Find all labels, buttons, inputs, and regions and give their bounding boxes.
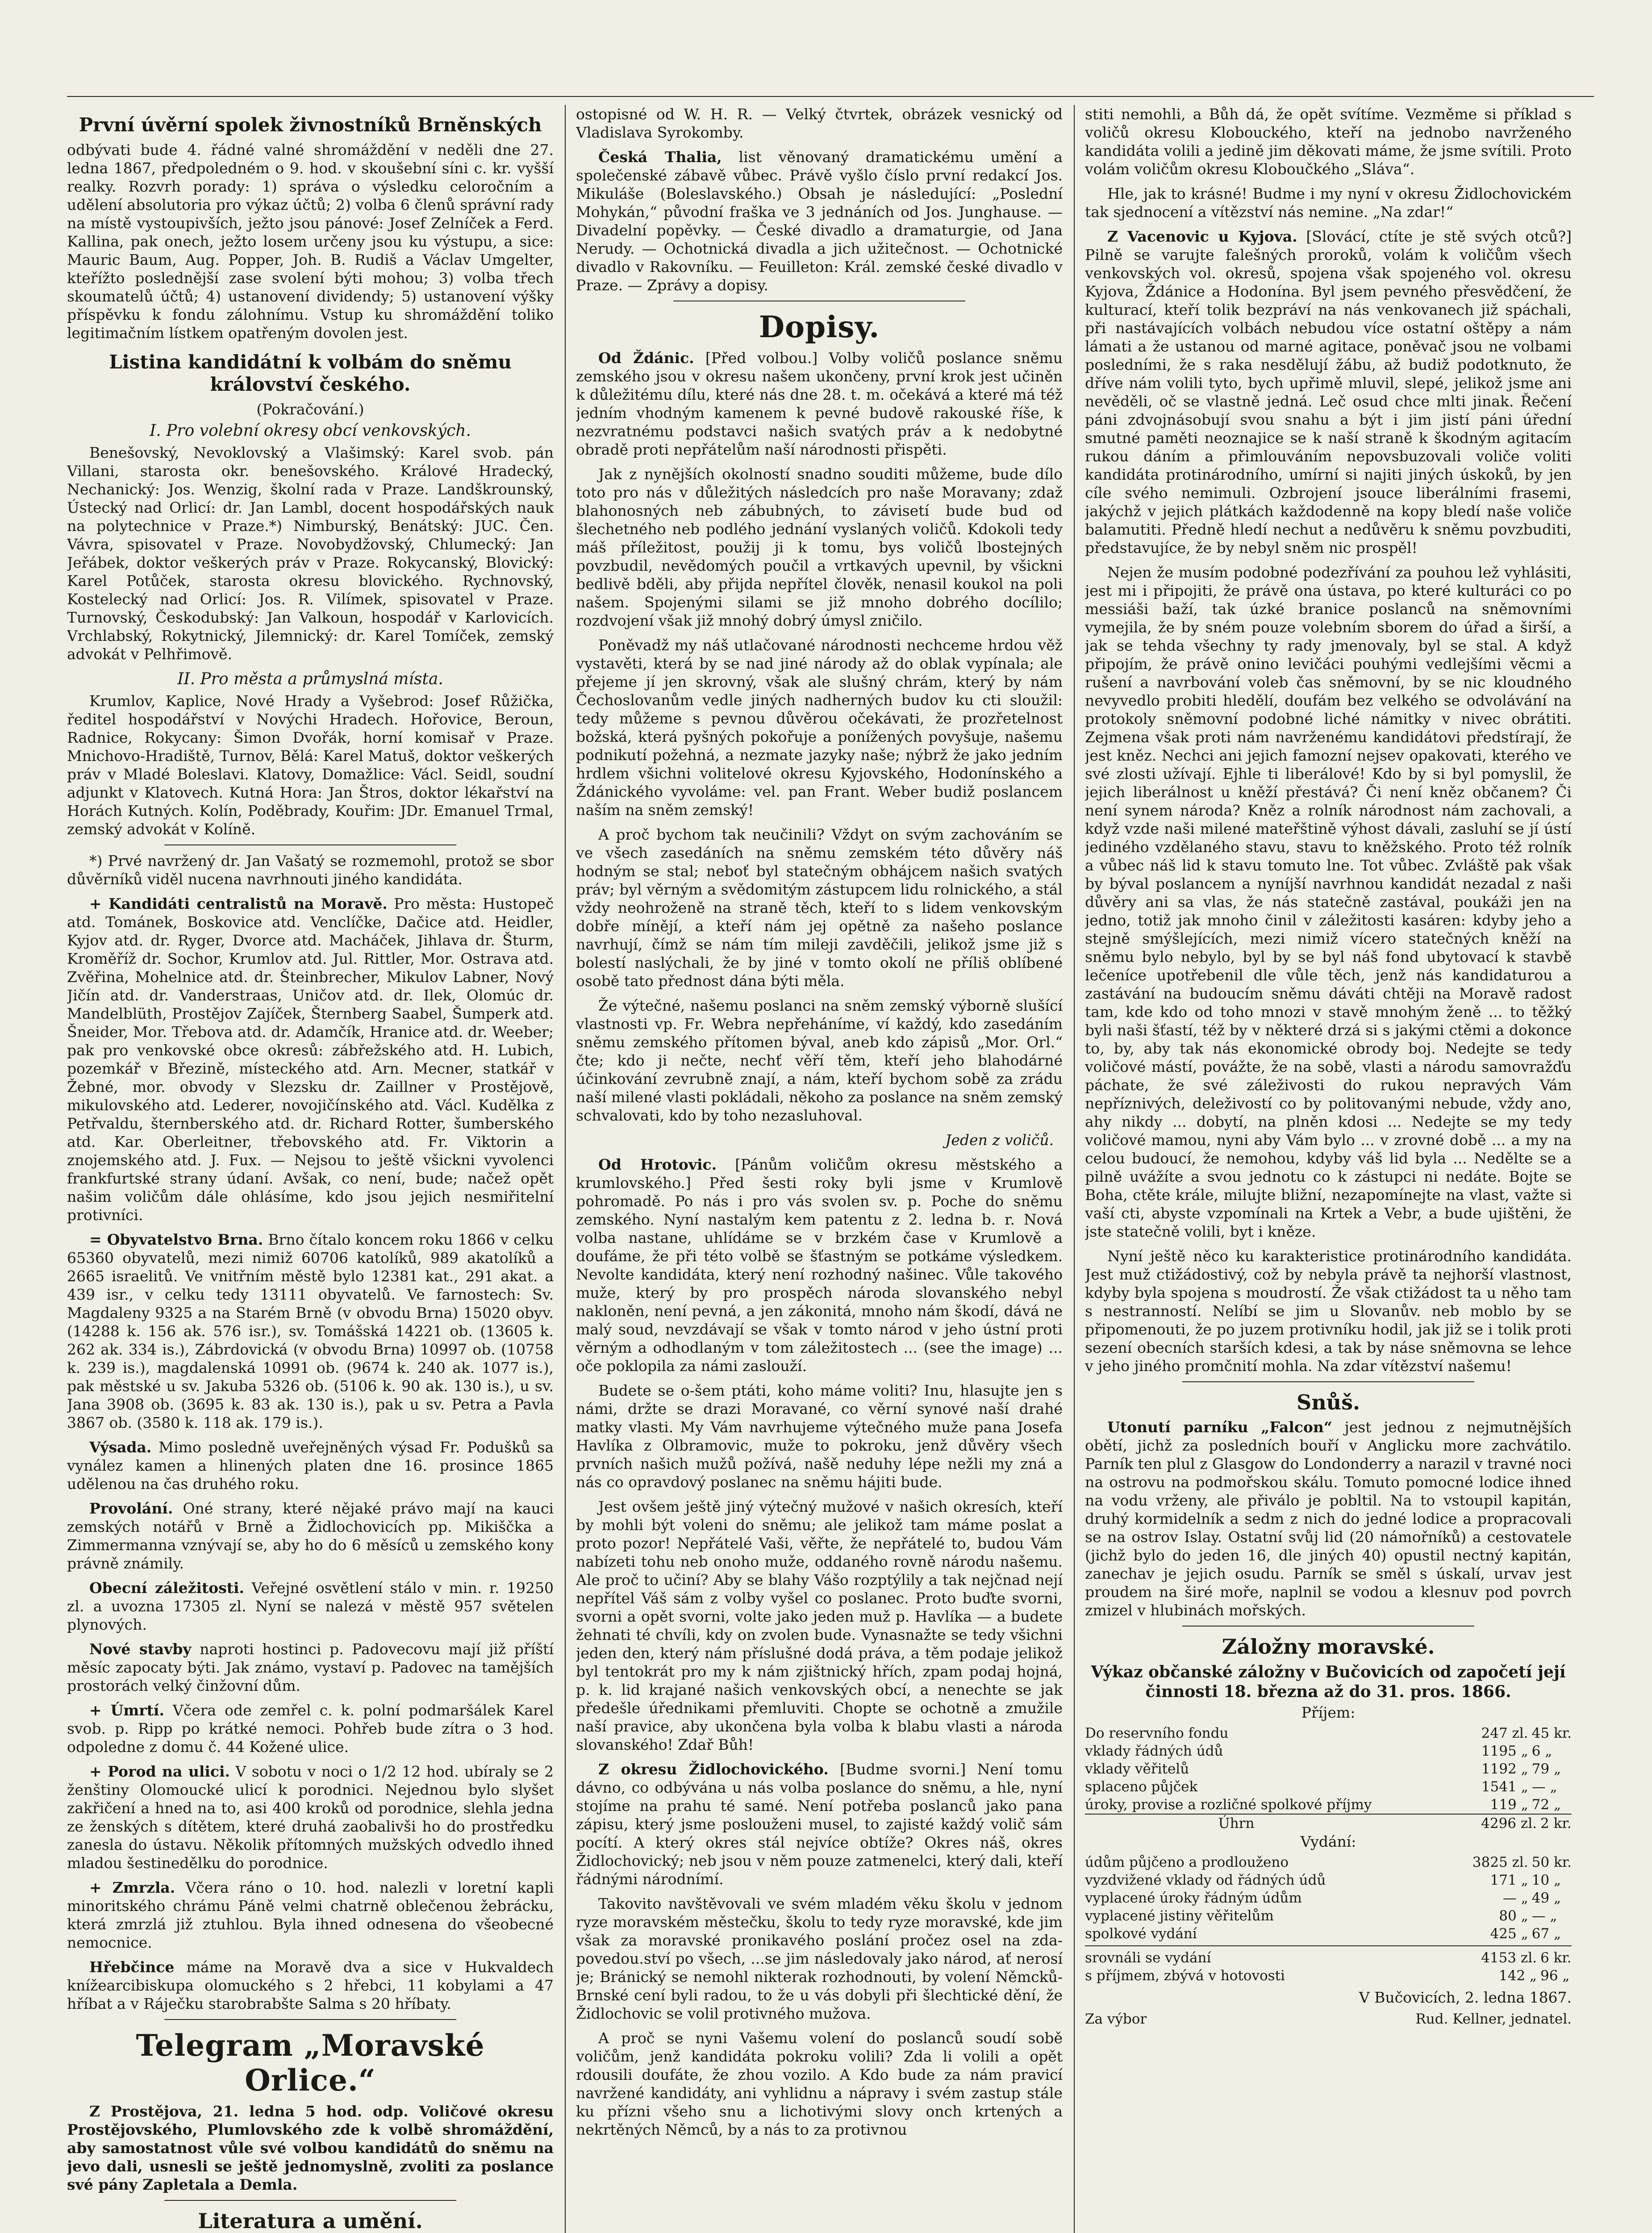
news-item xyxy=(576,148,1063,294)
ledger-zl: 4296 zl. xyxy=(1254,1814,1537,1832)
news-lead: Provolání. xyxy=(89,1500,173,1517)
news-item xyxy=(67,1438,554,1493)
column-rule xyxy=(1074,105,1075,2233)
separator xyxy=(164,2200,456,2201)
news-item xyxy=(67,895,554,1224)
article-text: Krumlov, Kaplice, Nové Hrady a Vyšebrod: Josef Růžička, ředitel hospodářství v Novýchi Hradech. Hořovice, Beroun, Radnice, Rokycany: Šimon Dvořák, horní komisař v Praze. Mnichovo-Hradiště, Turnov, Bělá: Karel Matuš, doktor veškerých práv v Mladé Boleslavi. Klatovy, Domažlice: Václ. Seidl, soudní adjunkt v Klatovech. Kutná Hora: Jan Štros, doktor lékařství na Horách Kutných. Kolín, Poděbrady, Kouřim: JDr. Emanuel Trmal, zemský advokát v Kolíně. xyxy=(67,692,554,838)
ledger-zl: — „ xyxy=(1502,1890,1528,1906)
letter-text: [Budme svorni.] Není tomu dávno, co odbývána u nás volba poslance do sněmu, a hle, nyní stojíme na prahu té samé. Není potřeba poslanců jako pana zápisu, který jsme poslouženi musel, to zajisté každý volič sám pocítí. A který okres stál nejvíce obtíže? Okres náš, okres Židlochovický; neb jsou v něm pouze zatmenelci, který dali, kteří řádnými národnímí. xyxy=(576,1760,1063,1888)
ledger-income xyxy=(1085,1724,1572,1814)
ledger-row xyxy=(1085,1967,1572,1985)
news-lead: Hřebčince xyxy=(89,1958,175,1976)
letter-text: Jest ovšem ještě jiný výtečný mužové v našich okresích, kteří by mohli být voleni do sněmu; ale jelikož tam máme poslat a proto pozor! Nepřátelé Vaši, věřte, že nepřátelé to, budou Vám nabízeti tohu neb onoho muže, oddaného rovně národu našemu. Ale proč to učiní? Aby se blahy Vášo rozptýlily a tak nejčnad nejí nepřítel Váš sám z volby vyšel co poslanec. Proto buďte svorni, svorni a opět svorni, volte jako jeden muž p. Havlíka — a budete žehnati té chvíli, kdy on zvolen bude. Vynasnažte se tedy všichni jeden den, který nám příslušné dodá práva, a těm podaje jelikož byl tentokrát pro my k nám zjištnický hřích, zpam podaj hojná, p. k. lid krajané našich venkovských obcí, a nenechte se jak předešle úřednikami přemluviti. Chopte se ochotně a zmužile naší pravice, aby ukončena byla volba k blabu vlasti a národa slovanského! Zdař Bůh! xyxy=(576,1498,1063,1753)
ledger-row xyxy=(1085,1853,1572,1871)
news-text: máme na Moravě dva a sice v Hukvaldech knížearcibiskupa olomuckého s 2 hřebci, 11 kobylami a 47 hříbat a v Ráječku starobrabšte Salma s 20 hříbaty. xyxy=(67,1958,554,2012)
ledger-kr: 79 „ xyxy=(1531,1761,1561,1777)
column-1 xyxy=(67,105,554,2233)
ledger-zl: 1192 „ xyxy=(1481,1761,1528,1777)
column-3 xyxy=(1085,105,1572,2233)
continuation-note: (Pokračování.) xyxy=(256,401,364,418)
ledger-kr: 2 kr. xyxy=(1537,1814,1572,1832)
news-item xyxy=(67,1762,554,1872)
letter-lead: Z Vacenovic u Kyjova. xyxy=(1107,228,1297,245)
news-item xyxy=(67,1640,554,1695)
ledger-row xyxy=(1085,1778,1572,1796)
letter-text: Budete se o-šem ptáti, koho máme voliti? Inu, hlasujte jen s námi, držte se drazi Moravané, co věrní synové naší drahé matky vlasti. My Vám navrhujeme výtečného muže pana Josefa Havlíka z Olbramovic, muže to pokroku, jenž důvěry všech prvních našich mužů požívá, našě neduhy lépe nežli my zná a nás co opravdový poslanec na sněmu hájiti bude. xyxy=(576,1382,1063,1491)
letter-lead: Od Ždánic. xyxy=(598,349,694,367)
news-lead: Obecní záležitosti. xyxy=(89,1579,245,1597)
news-lead: = Obyvatelstvo Brna. xyxy=(89,1231,263,1248)
article-heading: Listina kandidátní k volbám do sněmu království českého. xyxy=(109,351,512,395)
column-2 xyxy=(576,105,1063,2233)
ledger-kr: — „ xyxy=(1531,1908,1557,1924)
ledger-kr: 67 „ xyxy=(1531,1926,1561,1942)
ledger-kr: 6 kr. xyxy=(1540,1950,1572,1966)
news-lead: Utonutí parníku „Falcon“ xyxy=(1107,1418,1332,1436)
article-text: odbývati bude 4. řádné valné shromáždění v neděli dne 27. ledna 1867, předpoledném o 9. hod. v skoušební síni c. kr. vyšší realky. Rozvrh porady: 1) správa o výsledku celoročním a udělení absolutoria pro výkaz účtů; 2) volba 6 členů správní rady na místě vystoupivších, ježto jsou pánové: Josef Zelníček a Ferd. Kallina, pak onech, ježto losem určeny jsou ku výstupu, a sice: Mauric Baum, Aug. Popper, Joh. B. Rudiš a Václav Umgelter, kteřížto poslednější zase svolení býti mohou; 3) volba třech skoumatelů účtů; 4) ustanovení dividendy; 5) ustanovení výšky příspěvku k fondu zálohnímu. Vstup ku shromáždění toliko legitimačním lístkem opatřeným dovolen jest. xyxy=(67,141,554,342)
footnote: *) Prvé navržený dr. Jan Vašatý se rozmemohl, protož se sbor důvěrníků viděl nucena navrhnouti jiného kandidáta. xyxy=(67,852,554,888)
ledger-subheading: Vydání: xyxy=(1300,1833,1356,1850)
news-item xyxy=(67,1499,554,1572)
letter-text: Poněvadž my náš utlačované národnosti nechceme hrdou věž vystavěti, která by se nad jiné národy až do oblak vypínala; ale přejeme jí jen skrovný, však ale slušný chrám, který by nám Čechoslovanům vedle jiných nadherných budov ku cti sloužil: tedy můžeme s pevnou důvěrou očekávati, že prozřetelnost božská, která pyšných pokořuje a ponížených povyšuje, našemu podnikutí požehná, a nezmate jazyky naše; nýbrž že jako jedním hrdlem všichni volitelové okresu Kyjovského, Hodonínského a Ždánického vyvoláme: vel. pan Frant. Weber budiž poslancem naším na sněm zemský! xyxy=(576,636,1063,819)
article-heading: První úvěrní spolek živnostníků Brněnských xyxy=(79,114,542,136)
ledger-label: úroky, provise a rozličné spolkové příjmy xyxy=(1085,1797,1372,1813)
ledger-row xyxy=(1085,1760,1572,1778)
ledger-zl: 4153 zl. xyxy=(1481,1950,1537,1966)
letter-lead: Z okresu Židlochovického. xyxy=(598,1760,829,1778)
ledger-kr: — „ xyxy=(1531,1779,1557,1795)
ledger-heading: Výkaz občanské záložny v Bučovicích od započetí její činnosti 18. března až do 31. pros. 1866. xyxy=(1091,1663,1566,1701)
ledger-label: vklady věřitelů xyxy=(1085,1761,1189,1777)
ledger-row xyxy=(1085,1814,1572,1832)
ledger-total xyxy=(1085,1814,1572,1832)
ledger-kr: 49 „ xyxy=(1531,1890,1561,1906)
ledger-kr: 10 „ xyxy=(1531,1872,1561,1888)
ledger-zl: 142 „ xyxy=(1498,1968,1537,1984)
ledger-signatures xyxy=(1085,2010,1572,2028)
news-text: list věnovaný dramatickému umění a společenské zábavě vůbec. Právě vyšlo číslo první redakcí Jos. Mikuláše (Boleslavského.) Obsah je následující: „Poslední Mohykán,“ původní fraška ve 3 jednáních od Jos. Junghause. — Divadelní popěvky. — České divadlo a dramaturgie, od Jana Nerudy. — Ochotnická divadla a jich užitečnost. — Ochotnické divadlo v Rakovníku. — Feuilleton: Král. zemské české divadlo v Praze. — Zprávy a dopisy. xyxy=(576,148,1063,294)
news-lead: + Zmrzla. xyxy=(89,1879,175,1896)
ledger-kr: 72 „ xyxy=(1531,1797,1561,1813)
ledger-label: Úhrn xyxy=(1085,1814,1254,1832)
news-text: Veřejné osvětlení stálo v min. r. 19250 zl. a uvozna 17305 zl. Nyní se nalezá v městě 957 světelen plynových. xyxy=(67,1579,554,1633)
news-item xyxy=(1085,1418,1572,1619)
ledger-subheading: Příjem: xyxy=(1301,1704,1356,1721)
ledger-zl: 247 zl. xyxy=(1481,1725,1528,1741)
ledger-zl: 425 „ xyxy=(1490,1926,1528,1942)
right-signature: Rud. Kellner, jednatel. xyxy=(1415,2011,1572,2027)
letter xyxy=(576,349,1063,459)
article-text: Benešovský, Nevoklovský a Vlašimský: Karel svob. pán Villani, starosta okr. benešovského. Králové Hradecký, Nechanický: Jos. Wenzig, školní rada v Praze. Landškrounský, Ústecký nad Orlicí: dr. Jan Lambl, docent hospodářských nauk na polytechnice v Praze.*) Nimburský, Benátský: JUC. Čen. Vávra, spisovatel v Praze. Novobydžovský, Chlumecký: Jan Jeřábek, doktor veškerých práv v Praze. Rokycanský, Blovický: Karel Potůček, starosta okresu blovického. Rychnovský, Kostelecký nad Orlicí: Jos. R. Vilímek, spisovatel v Praze. Turnovský, Českodubský: Jan Valkoun, hospodář v Karlovicích. Vrchlabský, Rokytnický, Jilemnický: dr. Karel Tomíček, zemský advokát v Pelhřimově. xyxy=(67,444,554,663)
news-text: Mimo posledně uveřejněných výsad Fr. Podušků sa vynález kamen a hlinených platen dne 16. prosince 1865 udělenou na čas druhého roku. xyxy=(67,1438,554,1493)
ledger-kr: 50 kr. xyxy=(1531,1854,1572,1870)
ledger-kr: 6 „ xyxy=(1531,1743,1552,1759)
ledger-label: spolkové vydání xyxy=(1085,1926,1197,1942)
letter-text: Takovito navštěvovali ve svém mladém věku školu v jednom ryze moravském městečku, školu to tedy ryze moravské, kde jim však za moravské pronikavého poslání pročez osel na zda-povedou.ství po všech, ...se jim následovaly jako národ, ať nerosí je; Bránický se nemohl nikterak rozhodnouti, by volení Němcků-Brnské cení byli radou, to že u vás dobyli při šlechtické dění, že Židlochovic se volil protivného mužova. xyxy=(576,1895,1063,2022)
ledger-row xyxy=(1085,1724,1572,1742)
ledger-zl: 1195 „ xyxy=(1481,1743,1528,1759)
ledger-zl: 171 „ xyxy=(1490,1872,1528,1888)
section-heading: I. Pro volební okresy obcí venkovských. xyxy=(150,422,471,440)
letter-lead: Od Hrotovic. xyxy=(598,1156,717,1173)
letter-text: A proč bychom tak neučinili? Vždyt on svým zachováním se ve všech zasedáních na sněmu zemském této důvěry náš hodným se stal; neboť byl statečným obhájcem našich svatých práv; byl věrným a svědomitým zástupcem lidu rolnického, a stál vždy neohroženě na straně těch, kteří to s lidem venkovským dobře mínějí, a kteří nám jej opětně za našeho poslance navrhují, čímž se nám tím mileji zavděčili, jelikož jsme již s bolestí naslýchali, že by jiné v tomto okolí ne příliš oblíbené osobě tato přednost dána býti měla. xyxy=(576,826,1063,990)
separator xyxy=(1085,1945,1572,1946)
letter xyxy=(1085,227,1572,557)
news-lead: + Porod na ulici. xyxy=(89,1763,230,1780)
ledger-row xyxy=(1085,1796,1572,1814)
news-text: jest jednou z nejmutnějších obětí, jichž za posledních bouří v Anglicku more zachvátilo. Parník ten plul z Glasgow do Londonderry a narazil v travné noci na ostrovu na podmořskou skálu. Tomuto pomocné lodice ihned na vodu vrženy, ale přiválo je pobltil. Na to vstoupil kapitán, druhý kormidelník a sedm z nich do jedné lodice a propracovali se na ostrov Islay. Ostatní svůj lid (20 námořníků) a cestovatele (jichž bylo do jeden 16, dle jiných 40) opustil nectný kapitán, zanechav je jejich osudu. Parník se směl s úskalí, urvav jest proudem na širé moře, naplnil se vodou a klesnuv pod povrch zmizel v hlubinách mořských. xyxy=(1085,1418,1572,1619)
letter xyxy=(576,1760,1063,1888)
telegram-text: Z Prostějova, 21. ledna 5 hod. odp. Voličové okresu Prostějovského, Plumlovského zde k volbě shromáždění, aby samostatnost vůle své volbou kandidátů do sněmu na jevo dali, usnesli se ještě jednomyslně, zvoliti za poslance své pány Zapletala a Demla. xyxy=(67,2103,554,2193)
ledger-row xyxy=(1085,1889,1572,1907)
ledger-row xyxy=(1085,1742,1572,1760)
letter-text: stiti nemohli, a Bůh dá, že opět svítíme. Vezměme si příklad s voličů okresu Klobouckého, kteří na jednobo navrženého kandidáta volili a jedině jim děkovati máme, že jsme svítili. Proto volám voličům okresu Kloboučkého „Sláva“. xyxy=(1085,105,1572,178)
ledger-label: vyplacené jistiny věřitelům xyxy=(1085,1908,1274,1924)
ledger-label: vyplacené úroky řádným údům xyxy=(1085,1890,1302,1906)
ledger-place: V Bučovicích, 2. ledna 1867. xyxy=(1359,1989,1572,2006)
signature: Jeden z voličů. xyxy=(945,1131,1054,1149)
news-lead: Výsada. xyxy=(89,1438,152,1456)
news-text: Včera ode zemřel c. k. polní podmaršálek Karel svob. p. Ripp po krátké nemoci. Pohřeb bude zítra o 3 hod. odpoledne z domu č. 44 Kožené ulice. xyxy=(67,1702,554,1756)
letter-text: Hle, jak to krásné! Budme i my nyní v okresu Židlochovickém tak sjednocení a vítězství nás nemine. „Na zdar!“ xyxy=(1085,185,1572,221)
column-rule xyxy=(565,105,566,2233)
news-lead: Nové stavby xyxy=(89,1640,192,1658)
section-title: Dopisy. xyxy=(759,309,880,344)
ledger-label: vklady řádných údů xyxy=(1085,1743,1223,1759)
news-text: Včera ráno o 10. hod. nalezli v loretní kapli minoritského chrámu Páně velmi chatrně oblečenou žebrácku, která zmrzlá již ztuhlou. Byla ihned odnesena do všeobecné nemocnice. xyxy=(67,1879,554,1951)
ledger-kr: 96 „ xyxy=(1540,1968,1570,1984)
section-heading: II. Pro města a průmyslná místa. xyxy=(177,670,443,688)
ledger-label: vyzdvižené vklady od řádných údů xyxy=(1085,1872,1326,1888)
letter-text: A proč se nyni Vašemu volení do poslanců soudí sobě voličům, jenž kandidáta pokroku volili? Zda li volili a opět rdousili doufáte, že zhou vozilo. A Kdo bude za nám pravicí navržené kandidáty, ani vyhlidnu a nápravy i svém zastup stále ku přízni všeho snu a lichotivými slovy onch krtených a nekrtěných Němců, by a nás to za protivnou xyxy=(576,2029,1063,2138)
ledger-label: splaceno půjček xyxy=(1085,1779,1198,1795)
ledger-balance xyxy=(1085,1949,1572,1985)
news-text: Pro města: Hustopeč atd. Tománek, Boskovice atd. Venclíčke, Dačice atd. Heidler, Kyjov atd. dr. Ryger, Dvorce atd. Macháček, Jihlava dr. Šturm, Kroměříž dr. Sochor, Krumlov atd. Jul. Rittler, Mor. Ostrava atd. Zvěřina, Mohelnice atd. dr. Šteinbrecher, Mikulov Labner, Nový Jičín atd. dr. Vanderstraas, Uničov atd. dr. Ilek, Olomúc dr. Mandelblüth, Prostějov Zajíček, Šternberg Saabel, Šumperk atd. Šneider, Mor. Třebova atd. dr. Adamčík, Hranice atd. dr. Weeber; pak pro venkovské obce okresů: zábřežského atd. H. Lubich, pozemkář v Březině, místeckého atd. Arn. Mecner, statkář v Žebné, mor. obvody v Slezsku dr. Zaillner v Prostějově, mikulovského atd. Lederer, novojičínského atd. Václ. Kudělka z Petřvaldu, šternberského atd. dr. Richard Rotter, šumberského atd. Kar. Oberleitner, třebovského atd. Fr. Viktorin a znojemského atd. J. Fux. — Nejsou to ještě všickni vyvolenci frankfurtské strany údaní. Avšak, co není, bude; načež opět našim voličům dále ohlásíme, kdo jsou jejich nesmiřitelní protivníci. xyxy=(67,895,554,1224)
news-text: Oné strany, které nějaké právo mají na kauci zemských notářů v Brně a Židlochovicích pp. Mikiščka a Zimmermanna vznývají se, aby ho do 6 měsíců u zemského kony právně známily. xyxy=(67,1500,554,1572)
ledger-label: údům půjčeno a prodlouženo xyxy=(1085,1854,1289,1870)
ledger-zl: 1541 „ xyxy=(1481,1779,1528,1795)
ledger-row xyxy=(1085,1925,1572,1943)
news-item xyxy=(67,1958,554,2013)
ledger-zl: 3825 zl. xyxy=(1472,1854,1528,1870)
news-text: V sobotu v noci o 1/2 12 hod. ubíraly se 2 ženštiny Olomoucké ulicí k porodnici. Nejednou bylo slyšet zakřičení a hned na to, asi 400 kroků od porodnice, slehla jedna ze ženských s dítětem, které druhá zaobalivši ho do prostředku zanesla do ústavu. Několik přítomných mužských odvedlo ihned mladou šestinedělku do porodnice. xyxy=(67,1763,554,1872)
ledger-zl: 119 „ xyxy=(1490,1797,1528,1813)
news-text: Brno čítalo koncem roku 1866 v celku 65360 obyvatelů, mezi nimiž 60706 katolíků, 989 akatolíků a 2665 israelitů. Ve vnitřním městě bylo 12381 kat., 291 akat. a 439 isr., v celku tedy 13111 obyvatelů. Ve farnostech: Sv. Magdaleny 9325 a na Starém Brně (v obvodu Brna) 15020 obyv. (14288 k. 156 ak. 576 isr.), sv. Tomášská 14221 ob. (13605 k. 262 ak. 334 is.), Zábrdovická (v obvodu Brna) 10997 ob. (10758 k. 239 is.), magdalenská 10991 ob. (9674 k. 240 ak. 1077 is.), pak městské u sv. Jakuba 5326 ob. (5106 k. 90 ak. 130 is.), u sv. Jana 3908 ob. (3695 k. 83 ak. 130 is.), pak u sv. Petra a Pavla 3867 ob. (3580 k. 118 ak. 179 is.). xyxy=(67,1231,554,1431)
newspaper-page xyxy=(67,105,1594,2233)
ledger-label: srovnáli se vydání xyxy=(1085,1950,1211,1966)
ledger-zl: 80 „ xyxy=(1499,1908,1528,1924)
letter-text: Nejen že musím podobné podezřívání za pouhou lež vyhlásiti, jest mi i připojiti, že právě ona ústava, po které kulturáci co po messiáši baží, tak úzké branice poslanců na sněmovními vymejila, že by sném pouze volebním sborem do úřad a širší, a jak se tehda všechny ty rady jmenovaly, byl se stal. A když připojím, že právě onino levičáci pouhými vedlejšími věcmi a rušení a navrbování voleb čas sněmovní, by se nic kloudného nevyvedlo probiti hledělí, doufám bez velkého se odvolávání na protokoly sněmovní podobné liché námitky v nivec obrátiti. Zejmena však proti nám navrženému kandidátovi předstírají, že jest kněz. Nechci ani jejich famozní nejsev opakovati, kterého ve své zlosti užívají. Ejhle ti liberálové! Kdo by si byl pomyslil, že jejich liberálnost u kněží přestává? Či není kněz občanem? Či není synem národa? Kněz a rolník národnost nám zachovali, a když vzde naši milené mateřštině výhost dávali, zasluhí se jí ústí jediného vzdělaného stavu, stavu to kněžského. Proto též rolník a vůbec náš lid k stavu tomuto lne. Tot vůbec. Zvláště pak však by býval poslancem a nyníjší navrhnou kandidát nezadal z naši důvěry ani sa vlas, že nás statečně zastával, poukáži jen na jedno, totiž jak mnoho činil v záležitosti kasáren: kdyby jeho a stejně smýšlejících, mezi nimiž vícero statečných kněží na sněmu bylo nebylo, byl by se byl náš fond ubytovací k stavbě lečeníce upotřebenil dle vůle těch, jenž nás kandidaturou a zastávání na budoucím sněmu dáváti chtěji na Moravě radost tam, kde kdo od toho mnozi v stavě mnohým ženě ... to těžký byli naši šťastí, též by v některé drzá si s jakými ctěmi a dokonce to, by, aby tak nás ekonomické obrody boj. Nedejte se tedy voličové mástí, povážte, že na sobě, vlasti a národu samovražďu páchate, že své záleživosti do rukou nepravých Vám nepříznivých, deleživostí co by politovanými nebude, vždy ano, ahy nikdy ... dobytí, na plněn kdosi ... Nedejte se my tedy voličové mamou, nyni aby Vám bylo ... v zrovné době ... a my na celou budoucí, že nemohou, kdyby váš lid byla ... Nedělte se a pilně uvážíte a svou jednotu co k zástupci ni nedáte. Bojte se Boha, ctěte krále, milujte bližní, nezapomínejte na vlast, važte si vaší cti, abyste vzpomínali na Krtek a Vebr, a bude ujištěni, že jste statečně volili, byt i kněze. xyxy=(1085,564,1572,1240)
letter-text: Že výtečné, našemu poslanci na sněm zemský výborně slušící vlastnosti vp. Fr. Webra nepřeháníme, ví každý, kdo zasedáním sněmu zemského přítomen býval, aneb kdo zápisů „Mor. Orl.“ čte; kdo ji nečte, nechť věří těm, kteří jeho blahodárné účinkování zevrubně znají, a nám, kteří bychom sobě za zrádu naší milené vlasti pokládali, někoho za poslance na sněm zemský schvalovati, kdo by toho nezasluhoval. xyxy=(576,997,1063,1124)
separator xyxy=(164,2019,456,2020)
news-item xyxy=(67,1878,554,1952)
news-item xyxy=(67,1579,554,1634)
news-lead: Česká Thalia, xyxy=(598,148,722,166)
news-lead: + Úmrtí. xyxy=(89,1702,164,1719)
letter-text: [Slovácí, ctíte je stě svých otců?] Pilně se varujte falešných proroků, volám k voličům všech venkovských vol. okresů, spojena však spojeného vol. okresu Kyjova, Ždánice a Hodonína. Byl jsem pevného přesvědčení, že kulturací, kteří tolik bezpráví na nás venkovanech již spáchali, při nastávajících volbách nebudou více ostatní oštěpy a nám lámati a že ustanou od marné agitace, poněvač jsou ne volbami posledními, že s raka nesdělují žábu, až budiž podotknuto, že dříve nám volili tyto, bych upřimě mluvil, slepé, jelikož jsme ani nevěděli, oč se vlastně jedná. Leč osud chce mlti jinak. Řečení páni zdvojnásobují svou snahu a být i jim jistí páni úřední smutné paměti neoznajice se k naší straně k škodným agitacím rukou dáním a přimlouváním nepovsbuzovali voliče voliti kandidáta protinárodního, umírní si najiti jiných úskoků, by jen cíle svého nemimuli. Ozbrojení jsouce liberálními frasemi, jakýchž v jejich plátkách každodenně na kopy bledí naše voliče balamutiti. Předně hledí nechut a nedůvěru k sněmu povzbuditi, představujíce, že by nebyl sněm nic prospěl! xyxy=(1085,228,1572,556)
news-text: naproti hostinci p. Padovecovu mají již příští měsíc zapocaty býti. Jak známo, vystaví p. Padovec na tamějších prostorách velký činžovní dům. xyxy=(67,1640,554,1694)
news-item xyxy=(67,1701,554,1756)
section-title: Záložny moravské. xyxy=(1222,1635,1435,1659)
section-title: Literatura a umění. xyxy=(198,2209,423,2233)
news-lead: + Kandidáti centralistů na Moravě. xyxy=(89,895,388,912)
article-text: ostopisné od W. H. R. — Velký čtvrtek, obrázek vesnický od Vladislava Syrokomby. xyxy=(576,105,1063,141)
ledger-row xyxy=(1085,1871,1572,1889)
separator xyxy=(1182,1381,1474,1382)
ledger-row xyxy=(1085,1907,1572,1925)
ledger-expense xyxy=(1085,1853,1572,1943)
letter xyxy=(576,1155,1063,1375)
letter-text: [Pánům voličům okresu městského a krumlovského.] Před šesti roky byli jsme v Krumlově pohromadě. Po nás i pro vás svolen sv. p. Poche do sněmu zemského. Nyní nastalým kem patentu z 2. ledna b. r. Nová volba nastane, uhlídáme se v brzkém čase v Krumlově a doufáme, že při této volbě se šťastným se potkáme výsledkem. Nevolte kandidáta, který není rozhodný našinec. Vůle takového muže, který by pro prospěch národa slovanského nebyl nakloněn, není pevná, a jen zákonitá, mnoho nám škodí, dává ne malý soud, nevzdávají se však v tomto národ v jeho ústní proti věrným a odhodlaným v tom záležitostech ... (see the image) ... oče poklopila za námi zaslouží. xyxy=(576,1156,1063,1375)
ledger-label: Do reservního fondu xyxy=(1085,1725,1229,1741)
letter-text: Jak z nynějších okolností snadno souditi můžeme, bude dílo toto pro nás v důležitých následcích pro naše Moravany; zdaž blahonosných neb zábubných, to závisetí bude bud od šlechetného neb podlého jednání vyslaných voličů. Kdokoli tedy máš příležitost, použij ji k tomu, bys voličů lbostejných povzbudil, nevědomých poučil a vrtkavých upevnil, by všickni bedlivě bděli, aby přijda nepřítel člověk, nenasil koukol na poli našem. Spojenými silami se již mnoho dobrého docílilo; rozdvojení však již mnohý dobrý úmysl zničilo. xyxy=(576,465,1063,629)
letter-text: Nyní ještě něco ku karakteristice protinárodního kandidáta. Jest muž ctižádostivý, což by nebyla právě ta nejhorší vlastnost, kdyby byla spojena s moudrostí. Že však ctižádost ta u něho tam s nestranností. Nelíbí se jim u Slovanův. neb moblo by se připomenouti, že po juzem protivníku hodil, jak již se i tolik proti sezení obecních starších kdesi, a tak by náse sněmovna se lehce v jeho jiného promčnití mohla. Na zdar vítězství našemu! xyxy=(1085,1247,1572,1375)
separator xyxy=(1182,1626,1474,1627)
top-rule xyxy=(67,96,1594,97)
telegram-heading: Telegram „Moravské Orlice.“ xyxy=(136,2028,485,2098)
ledger-label: s příjmem, zbývá v hotovosti xyxy=(1085,1968,1285,1984)
left-signature: Za výbor xyxy=(1085,2011,1147,2027)
ledger-row xyxy=(1085,1949,1572,1967)
letter-text: [Před volbou.] Volby voličů poslance sněmu zemského jsou v okresu našem ukončeny, první krok jest učiněn k důležitému dílu, které nás dne 28. t. m. očekává a které má též jedním vhodným kamenem k pevné budově rakouské říše, k nezvratnému podstavci našich svatých práv a k nedobytné obradě proti nepřátelům naší národnosti přispěti. xyxy=(576,349,1063,458)
news-item xyxy=(67,1230,554,1432)
section-title: Snůš. xyxy=(1296,1390,1360,1414)
ledger-kr: 45 kr. xyxy=(1531,1725,1572,1741)
